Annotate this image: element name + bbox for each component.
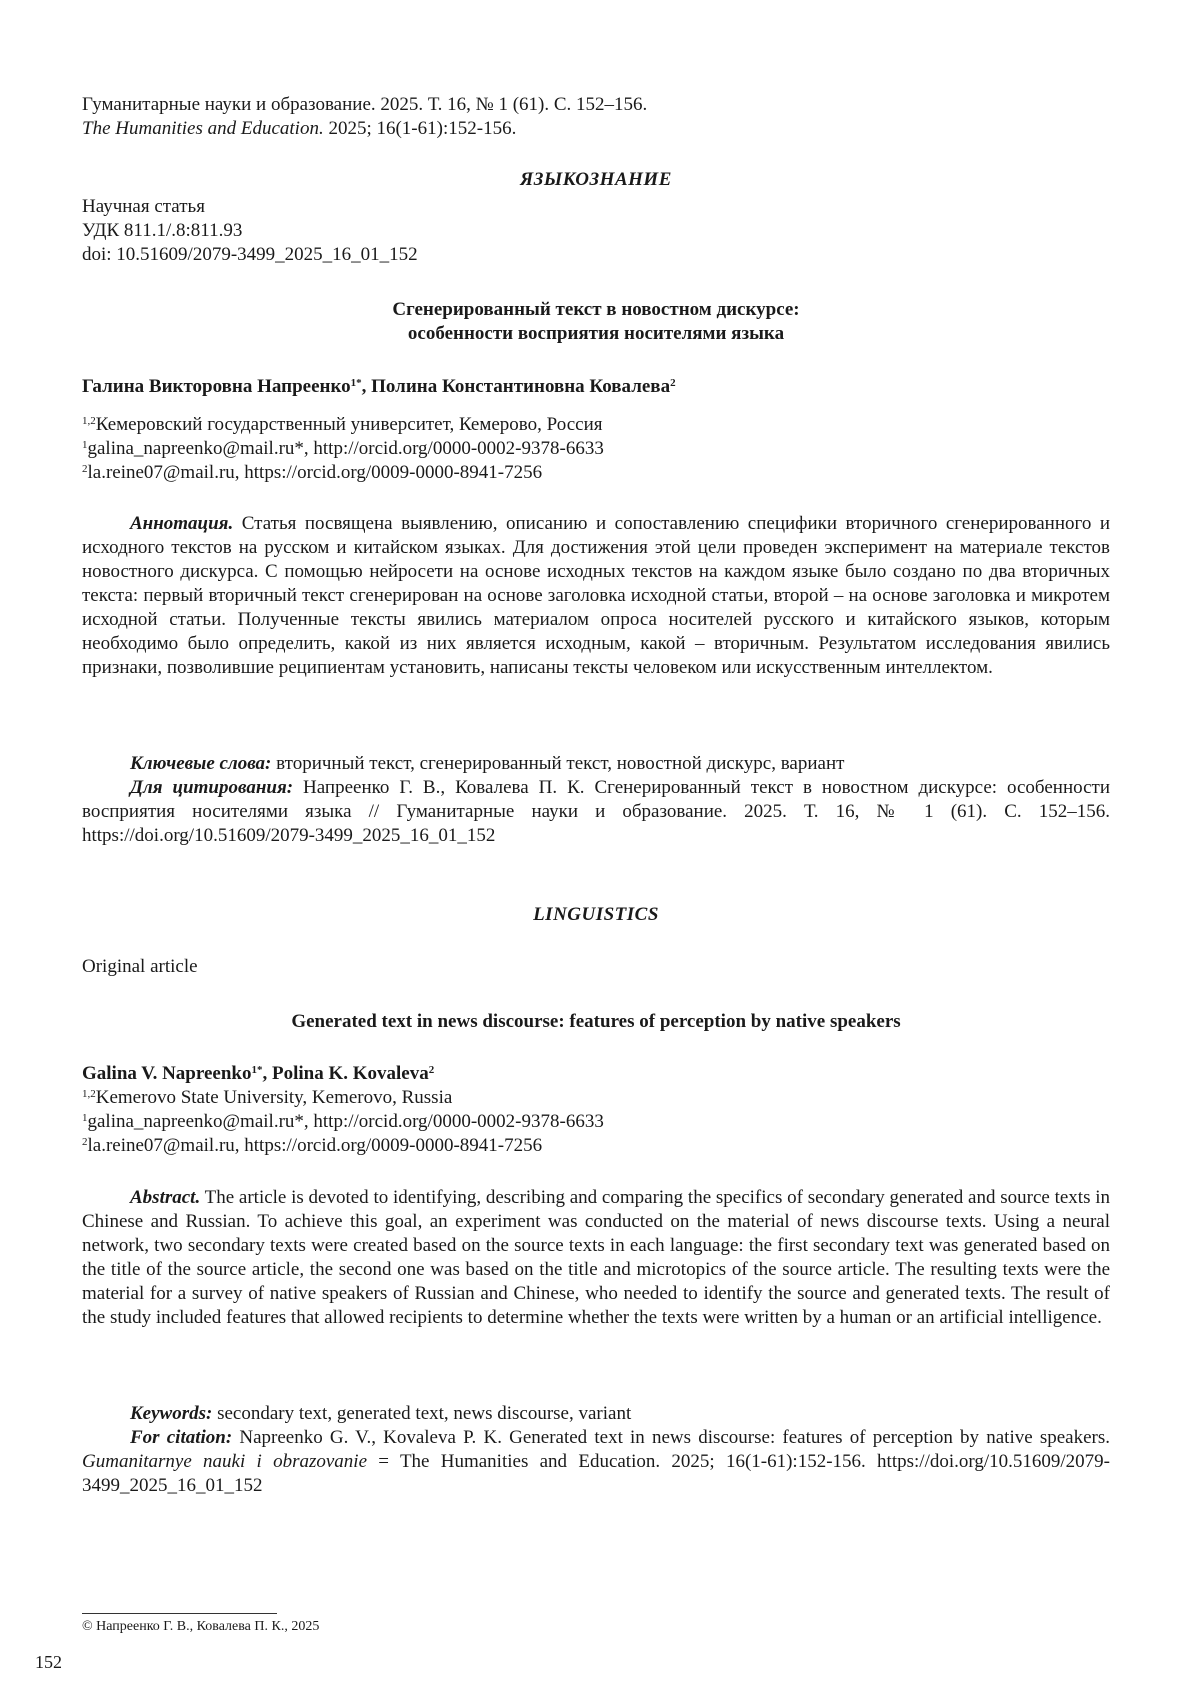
- page-number: 152: [35, 1652, 62, 1672]
- article-title-en: Generated text in news discourse: features of perception by native speakers: [291, 1011, 901, 1032]
- abstract-label-en: Abstract.: [130, 1187, 201, 1208]
- article-title-ru-line2: особенности восприятия носителями языка: [407, 323, 785, 344]
- authors-en: Galina V. Napreenko$^{1*}$, Polina K. Kovaleva$^2$: [82, 1063, 435, 1084]
- citation-en: For citation: Napreenko G. V., Kovaleva P. K. Generated text in news discourse: features of perception by native speakers. Gumanitarnye nauki i obrazovanie = The Humanities and Education. 2025; 16(1-61):152-156. https://doi.org/10.51609/2079-3499_2025_16_01_152: [82, 1427, 1110, 1496]
- article-type-en: Original article: [82, 956, 198, 977]
- authors-ru: Галина Викторовна Напреенко$^{1*}$, Полина Константиновна Ковалева$^2$: [82, 376, 676, 397]
- copyright-footnote: © Напреенко Г. В., Ковалева П. К., 2025: [82, 1619, 320, 1634]
- journal-name-en: The Humanities and Education.: [82, 118, 324, 139]
- article-title-ru-line1: Сгенерированный текст в новостном дискурсе:: [392, 299, 800, 320]
- journal-source-en: The Humanities and Education. 2025; 16(1-61):152-156.: [82, 118, 517, 139]
- section-title-ru: ЯЗЫКОЗНАНИЕ: [520, 169, 672, 190]
- footnote-divider: [82, 1613, 277, 1614]
- citation-ru: Для цитирования: Напреенко Г. В., Ковалева П. К. Сгенерированный текст в новостном дискурсе: особенности восприятия носителями языка // Гуманитарные науки и образование. 2025. Т. 16, № 1 (61). С. 152–156. https://doi.org/10.51609/2079-3499_2025_16_01_152: [82, 777, 1110, 846]
- email-2-en: $^2$la.reine07@mail.ru, https://orcid.org/0009-0000-8941-7256: [82, 1135, 543, 1156]
- journal-source-ru: Гуманитарные науки и образование. 2025. Т. 16, № 1 (61). С. 152–156.: [82, 94, 648, 115]
- keywords-ru: Ключевые слова: вторичный текст, сгенерированный текст, новостной дискурс, вариант: [130, 753, 845, 774]
- udc: УДК 811.1/.8:811.93: [82, 220, 243, 241]
- abstract-label-ru: Аннотация.: [130, 513, 234, 534]
- keywords-en: Keywords: secondary text, generated text, news discourse, variant: [130, 1403, 632, 1424]
- doi: doi: 10.51609/2079-3499_2025_16_01_152: [82, 244, 418, 265]
- affiliation-en: $^{1,2}$Kemerovo State University, Kemerovo, Russia: [82, 1087, 453, 1108]
- affiliation-ru: $^{1,2}$Кемеровский государственный университет, Кемерово, Россия: [82, 414, 603, 435]
- article-type-ru: Научная статья: [82, 196, 205, 217]
- abstract-ru: Аннотация. Статья посвящена выявлению, описанию и сопоставлению специфики вторичного сгенерированного и исходного текстов на русском и китайском языках. Для достижения этой цели проведен эксперимент на материале текстов новостного дискурса. С помощью нейросети на основе исходных текстов на каждом языке было создано по два вторичных текста: первый вторичный текст сгенерирован на основе заголовка исходной статьи, второй – на основе заголовка и микротем исходной статьи. Полученные тексты явились материалом опроса носителей русского и китайского языков, которым необходимо было определить, какой из них является исходным, какой – вторичным. Результатом исследования явились признаки, позволившие реципиентам установить, написаны тексты человеком или искусственным интеллектом.: [82, 513, 1110, 678]
- email-1-en: $^1$galina_napreenko@mail.ru*, http://orcid.org/0000-0002-9378-6633: [82, 1111, 604, 1132]
- email-1-ru: $^1$galina_napreenko@mail.ru*, http://orcid.org/0000-0002-9378-6633: [82, 438, 604, 459]
- abstract-en: Abstract. The article is devoted to identifying, describing and comparing the specifics of secondary generated and source texts in Chinese and Russian. To achieve this goal, an experiment was conducted on the material of news discourse texts. Using a neural network, two secondary texts were created based on the source texts in each language: the first secondary text was generated based on the title of the source article, the second one was based on the title and microtopics of the source article. The resulting texts were the material for a survey of native speakers of Russian and Chinese, who needed to identify the source and generated texts. The result of the study included features that allowed recipients to determine whether the texts were written by a human or an artificial intelligence.: [82, 1187, 1110, 1328]
- email-2-ru: $^2$la.reine07@mail.ru, https://orcid.org/0009-0000-8941-7256: [82, 462, 543, 483]
- section-title-en: LINGUISTICS: [533, 904, 659, 925]
